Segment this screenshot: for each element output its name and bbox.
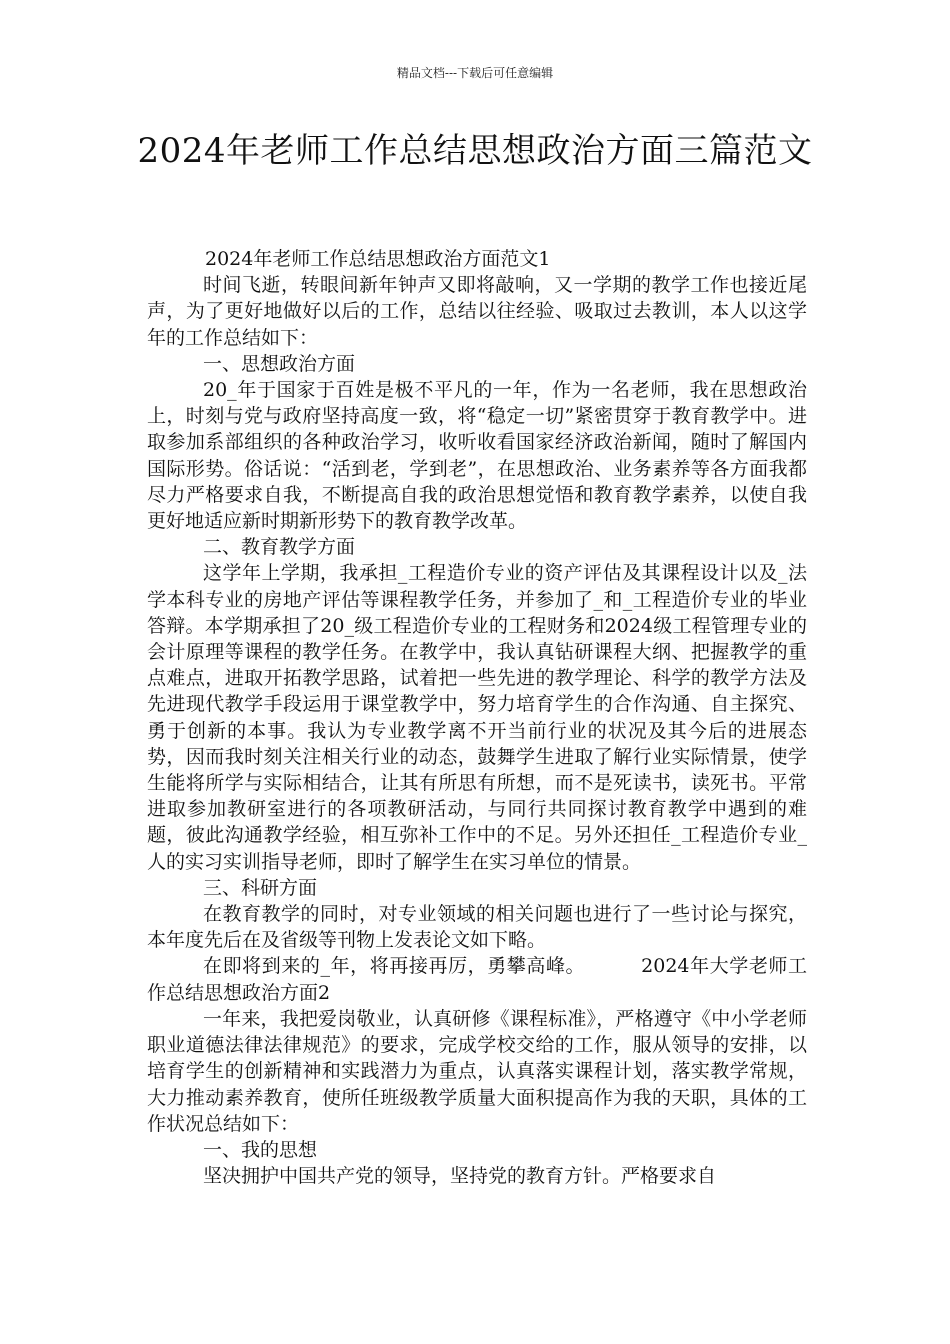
paragraph-my-thoughts: 坚决拥护中国共产党的领导，坚持党的教育方针。严格要求自 [203, 1165, 717, 1188]
heading-research: 三、科研方面 [203, 876, 318, 899]
section-subtitle-2: 2024年大学老师工作总结思想政治方面2 [147, 955, 807, 1004]
document-body [147, 246, 807, 1189]
paragraph-year-summary: 一年来，我把爱岗敬业，认真研修《课程标准》，严格遵守《中小学老师职业道德法律法律规范》的要求，完成学校交给的工作，服从领导的安排，以培育学生的创新精神和实践潜力为重点，认真落实课程计划，落实教学常规，大力推动素养教育，使所任班级教学质量大面积提高作为我的天职，具体的工作状况总结如下： [147, 1007, 807, 1135]
document-title: 2024年老师工作总结思想政治方面三篇范文 [137, 131, 813, 171]
section-subtitle: 2024年老师工作总结思想政治方面范文1 [205, 248, 551, 270]
heading-my-thoughts: 一、我的思想 [203, 1138, 318, 1161]
closing-text: 在即将到来的_年，将再接再厉，勇攀高峰。 [203, 955, 586, 978]
paragraph-intro: 时间飞逝，转眼间新年钟声又即将敲响，又一学期的教学工作也接近尾声，为了更好地做好以后的工作，总结以往经验、吸取过去教训，本人以这学年的工作总结如下： [147, 274, 807, 349]
heading-politics: 一、思想政治方面 [203, 352, 356, 375]
paragraph-teaching: 这学年上学期，我承担_工程造价专业的资产评估及其课程设计以及_法学本科专业的房地产评估等课程教学任务，并参加了_和_工程造价专业的毕业答辩。本学期承担了20_级工程造价专业的工程财务和2024级工程管理专业的会计原理等课程的教学任务。在教学中，我认真钻研课程大纲、把握教学的重点难点，进取开拓教学思路，试着把一些先进的教学理论、科学的教学方法及先进现代教学手段运用于课堂教学中，努力培育学生的合作沟通、自主探究、勇于创新的本事。我认为专业教学离不开当前行业的状况及其今后的进展态势，因而我时刻关注相关行业的动态，鼓舞学生进取了解行业实际情景，使学生能将所学与实际相结合，让其有所思有所想，而不是死读书，读死书。平常进取参加教研室进行的各项教研活动，与同行共同探讨教育教学中遇到的难题，彼此沟通教学经验，相互弥补工作中的不足。另外还担任_工程造价专业_人的实习实训指导老师，即时了解学生在实习单位的情景。 [147, 562, 807, 873]
paragraph-closing [147, 953, 807, 1005]
paragraph-politics: 20_年于国家于百姓是极不平凡的一年，作为一名老师，我在思想政治上，时刻与党与政府坚持高度一致，将“稳定一切”紧密贯穿于教育教学中。进取参加系部组织的各种政治学习，收听收看国家经济政治新闻，随时了解国内国际形势。俗话说：“活到老，学到老”，在思想政治、业务素养等各方面我都尽力严格要求自我，不断提高自我的政治思想觉悟和教育教学素养，以使自我更好地适应新时期新形势下的教育教学改革。 [147, 379, 807, 533]
heading-teaching: 二、教育教学方面 [203, 536, 356, 559]
page-header: 精品文档---下载后可任意编辑 [396, 66, 554, 80]
paragraph-research: 在教育教学的同时，对专业领域的相关问题也进行了一些讨论与探究，本年度先后在及省级等刊物上发表论文如下略。 [147, 903, 807, 952]
